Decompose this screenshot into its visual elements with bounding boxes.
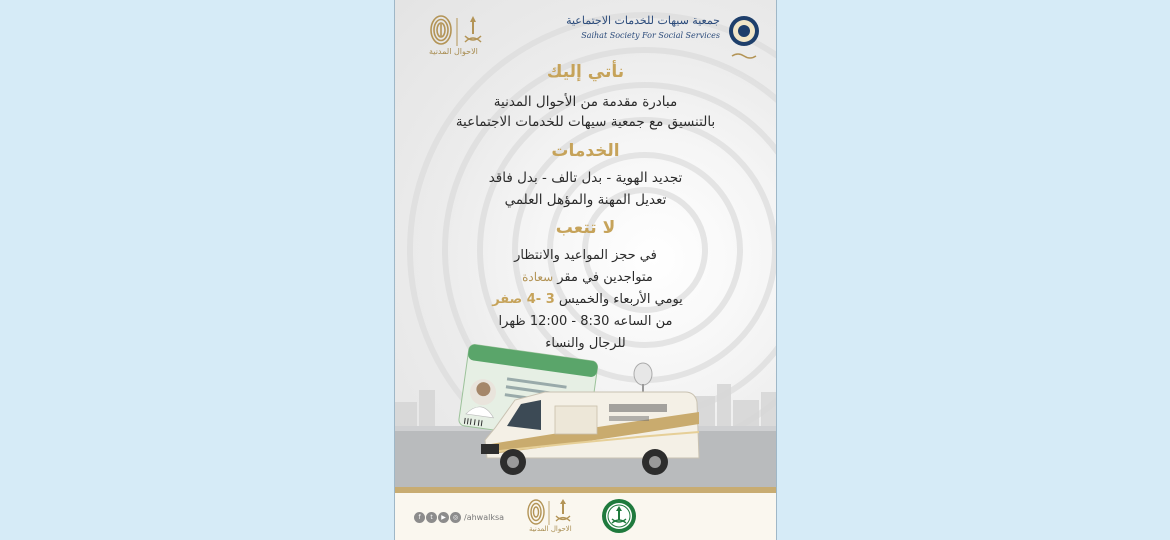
info-line-1: في حجز المواعيد والانتظار (514, 248, 657, 263)
youtube-icon[interactable]: ▶ (438, 512, 449, 523)
mobile-unit-illustration (395, 340, 776, 500)
info-line-audience: للرجال والنساء (545, 336, 626, 351)
info-line-days (395, 292, 776, 307)
instagram-icon[interactable]: ◎ (450, 512, 461, 523)
heading-services: الخدمات (551, 141, 620, 161)
society-name-english: Saihat Society For Social Services (581, 31, 720, 40)
heading-no-hassle: لا تتعب (555, 218, 616, 238)
services-line-1: تجديد الهوية - بدل تالف - بدل فاقد (488, 170, 683, 186)
civil-affairs-label: الاحوال المدنية (429, 47, 478, 56)
intro-line-1: مبادرة مقدمة من الأحوال المدنية (493, 94, 678, 110)
intro-line-2: بالتنسيق مع جمعية سيهات للخدمات الاجتماعية (455, 114, 716, 130)
civil-affairs-footer-label: الاحوال المدنية (529, 525, 572, 533)
venue-logo-text: سعادة (522, 270, 554, 284)
services-line-2: تعديل المهنة والمؤهل العلمي (504, 192, 667, 208)
ministry-interior-seal (601, 498, 637, 534)
info-line-hours: من الساعه 8:30 - 12:00 ظهرا (498, 314, 673, 329)
venue-text: متواجدين في مقر (557, 270, 653, 285)
footer (395, 493, 776, 540)
heading-we-come-to-you: نأتي إليك (546, 62, 625, 82)
dates-text: 3 -4 صفر (492, 292, 555, 307)
days-text: يومي الأربعاء والخميس (558, 292, 683, 307)
twitter-icon[interactable]: t (426, 512, 437, 523)
facebook-icon[interactable]: f (414, 512, 425, 523)
social-handle[interactable]: /ahwalksa (464, 513, 505, 522)
society-name-arabic: جمعية سيهات للخدمات الاجتماعية (566, 14, 720, 27)
social-links (414, 512, 504, 523)
info-line-venue (395, 270, 776, 285)
event-poster (394, 0, 777, 540)
